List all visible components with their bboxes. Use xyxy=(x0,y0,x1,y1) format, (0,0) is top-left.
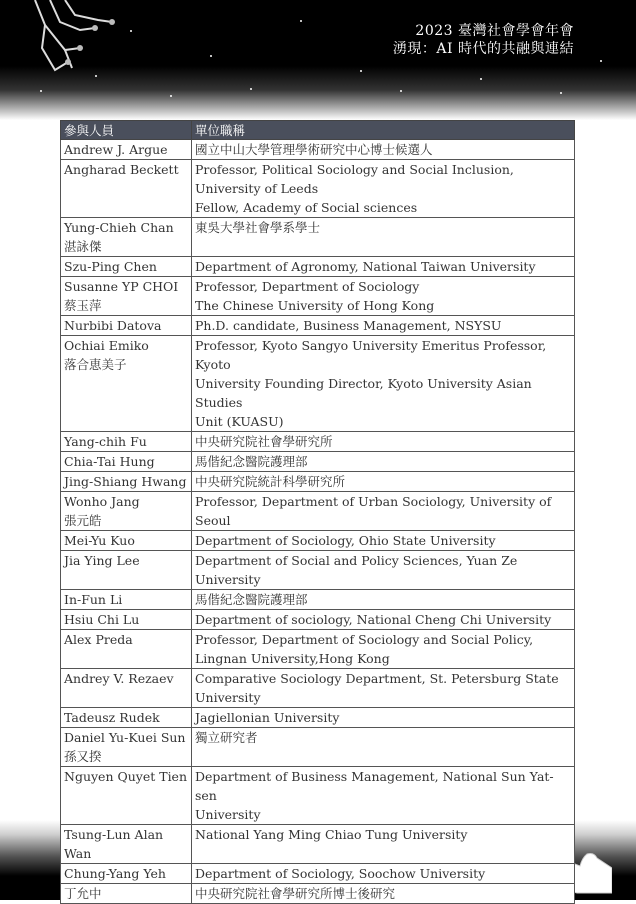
participant-name: Alex Preda xyxy=(61,630,192,669)
participant-affiliation: Comparative Sociology Department, St. Petersburg State University xyxy=(192,669,575,708)
participant-affiliation: 中央研究院社會學研究所 xyxy=(192,432,575,452)
participant-affiliation: 國立中山大學管理學術研究中心博士候選人 xyxy=(192,140,575,160)
participant-affiliation: 中央研究院統計科學研究所 xyxy=(192,472,575,492)
participant-affiliation: Professor, Political Sociology and Social Inclusion, University of Leeds Fellow, Academy of Social sciences xyxy=(192,160,575,218)
participant-affiliation: 馬偕紀念醫院護理部 xyxy=(192,452,575,472)
participant-affiliation: Department of Agronomy, National Taiwan University xyxy=(192,257,575,277)
table-header-row xyxy=(61,121,575,140)
table-row xyxy=(61,316,575,336)
conference-title: 2023 臺灣社會學會年會 xyxy=(415,23,574,39)
table-row xyxy=(61,669,575,708)
table-row xyxy=(61,432,575,452)
participant-name: Daniel Yu-Kuei Sun 孫又揆 xyxy=(61,728,192,767)
robot-hand-icon xyxy=(20,0,130,80)
table-row xyxy=(61,728,575,767)
table-row xyxy=(61,610,575,630)
participant-name: 丁允中 xyxy=(61,884,192,904)
table-row xyxy=(61,277,575,316)
participant-name: Tsung-Lun Alan Wan xyxy=(61,825,192,864)
table-row xyxy=(61,452,575,472)
participant-name: Szu-Ping Chen xyxy=(61,257,192,277)
page-number: 41 xyxy=(302,843,334,869)
table-row xyxy=(61,531,575,551)
participant-affiliation: 馬偕紀念醫院護理部 xyxy=(192,590,575,610)
participant-name: Chia-Tai Hung xyxy=(61,452,192,472)
participant-name: Hsiu Chi Lu xyxy=(61,610,192,630)
table-row xyxy=(61,708,575,728)
participant-name: Jia Ying Lee xyxy=(61,551,192,590)
participant-name: Wonho Jang 張元皓 xyxy=(61,492,192,531)
participant-affiliation: Department of Sociology, Soochow University xyxy=(192,864,575,884)
participants-table xyxy=(60,120,575,904)
table-row xyxy=(61,160,575,218)
participant-affiliation: Professor, Department of Sociology The Chinese University of Hong Kong xyxy=(192,277,575,316)
conference-header xyxy=(393,22,574,58)
participant-affiliation: 中央研究院社會學研究所博士後研究 xyxy=(192,884,575,904)
participant-name: Angharad Beckett xyxy=(61,160,192,218)
participant-affiliation: 獨立研究者 xyxy=(192,728,575,767)
participant-affiliation: Jagiellonian University xyxy=(192,708,575,728)
table-row xyxy=(61,472,575,492)
participant-name: Yang-chih Fu xyxy=(61,432,192,452)
participant-affiliation: Department of Business Management, National Sun Yat-sen University xyxy=(192,767,575,825)
participant-name: Jing-Shiang Hwang xyxy=(61,472,192,492)
participant-name: Andrew J. Argue xyxy=(61,140,192,160)
participant-name: Ochiai Emiko 落合恵美子 xyxy=(61,336,192,432)
table-row xyxy=(61,590,575,610)
table-body xyxy=(61,140,575,904)
participant-name: Chung-Yang Yeh xyxy=(61,864,192,884)
column-header-participant: 參與人員 xyxy=(61,121,192,140)
table-row xyxy=(61,492,575,531)
participant-affiliation: Department of sociology, National Cheng Chi University xyxy=(192,610,575,630)
column-header-affiliation: 單位職稱 xyxy=(192,121,575,140)
participant-name: Susanne YP CHOI 蔡玉萍 xyxy=(61,277,192,316)
table-row xyxy=(61,551,575,590)
participant-affiliation: Professor, Kyoto Sangyo University Emeritus Professor, Kyoto University Founding Director, Kyoto University Asian Studies Unit (KUASU) xyxy=(192,336,575,432)
table-row xyxy=(61,884,575,904)
participant-affiliation: Professor, Department of Sociology and Social Policy, Lingnan University,Hong Kong xyxy=(192,630,575,669)
table-row xyxy=(61,140,575,160)
participant-name: Andrey V. Rezaev xyxy=(61,669,192,708)
participant-name: Mei-Yu Kuo xyxy=(61,531,192,551)
participant-affiliation: 東吳大學社會學系學士 xyxy=(192,218,575,257)
table-row xyxy=(61,767,575,825)
participant-affiliation: National Yang Ming Chiao Tung University xyxy=(192,825,575,864)
participant-name: Tadeusz Rudek xyxy=(61,708,192,728)
conference-theme: 湧現：AI 時代的共融與連結 xyxy=(392,41,574,57)
participant-name: In-Fun Li xyxy=(61,590,192,610)
participant-name: Yung-Chieh Chan 湛詠傑 xyxy=(61,218,192,257)
participant-affiliation: Department of Sociology, Ohio State University xyxy=(192,531,575,551)
participant-name: Nguyen Quyet Tien xyxy=(61,767,192,825)
participant-affiliation: Professor, Department of Urban Sociology, University of Seoul xyxy=(192,492,575,531)
table-row xyxy=(61,218,575,257)
table-row xyxy=(61,336,575,432)
participant-affiliation: Department of Social and Policy Sciences, Yuan Ze University xyxy=(192,551,575,590)
table-row xyxy=(61,257,575,277)
table-row xyxy=(61,630,575,669)
participant-affiliation: Ph.D. candidate, Business Management, NSYSU xyxy=(192,316,575,336)
participant-name: Nurbibi Datova xyxy=(61,316,192,336)
